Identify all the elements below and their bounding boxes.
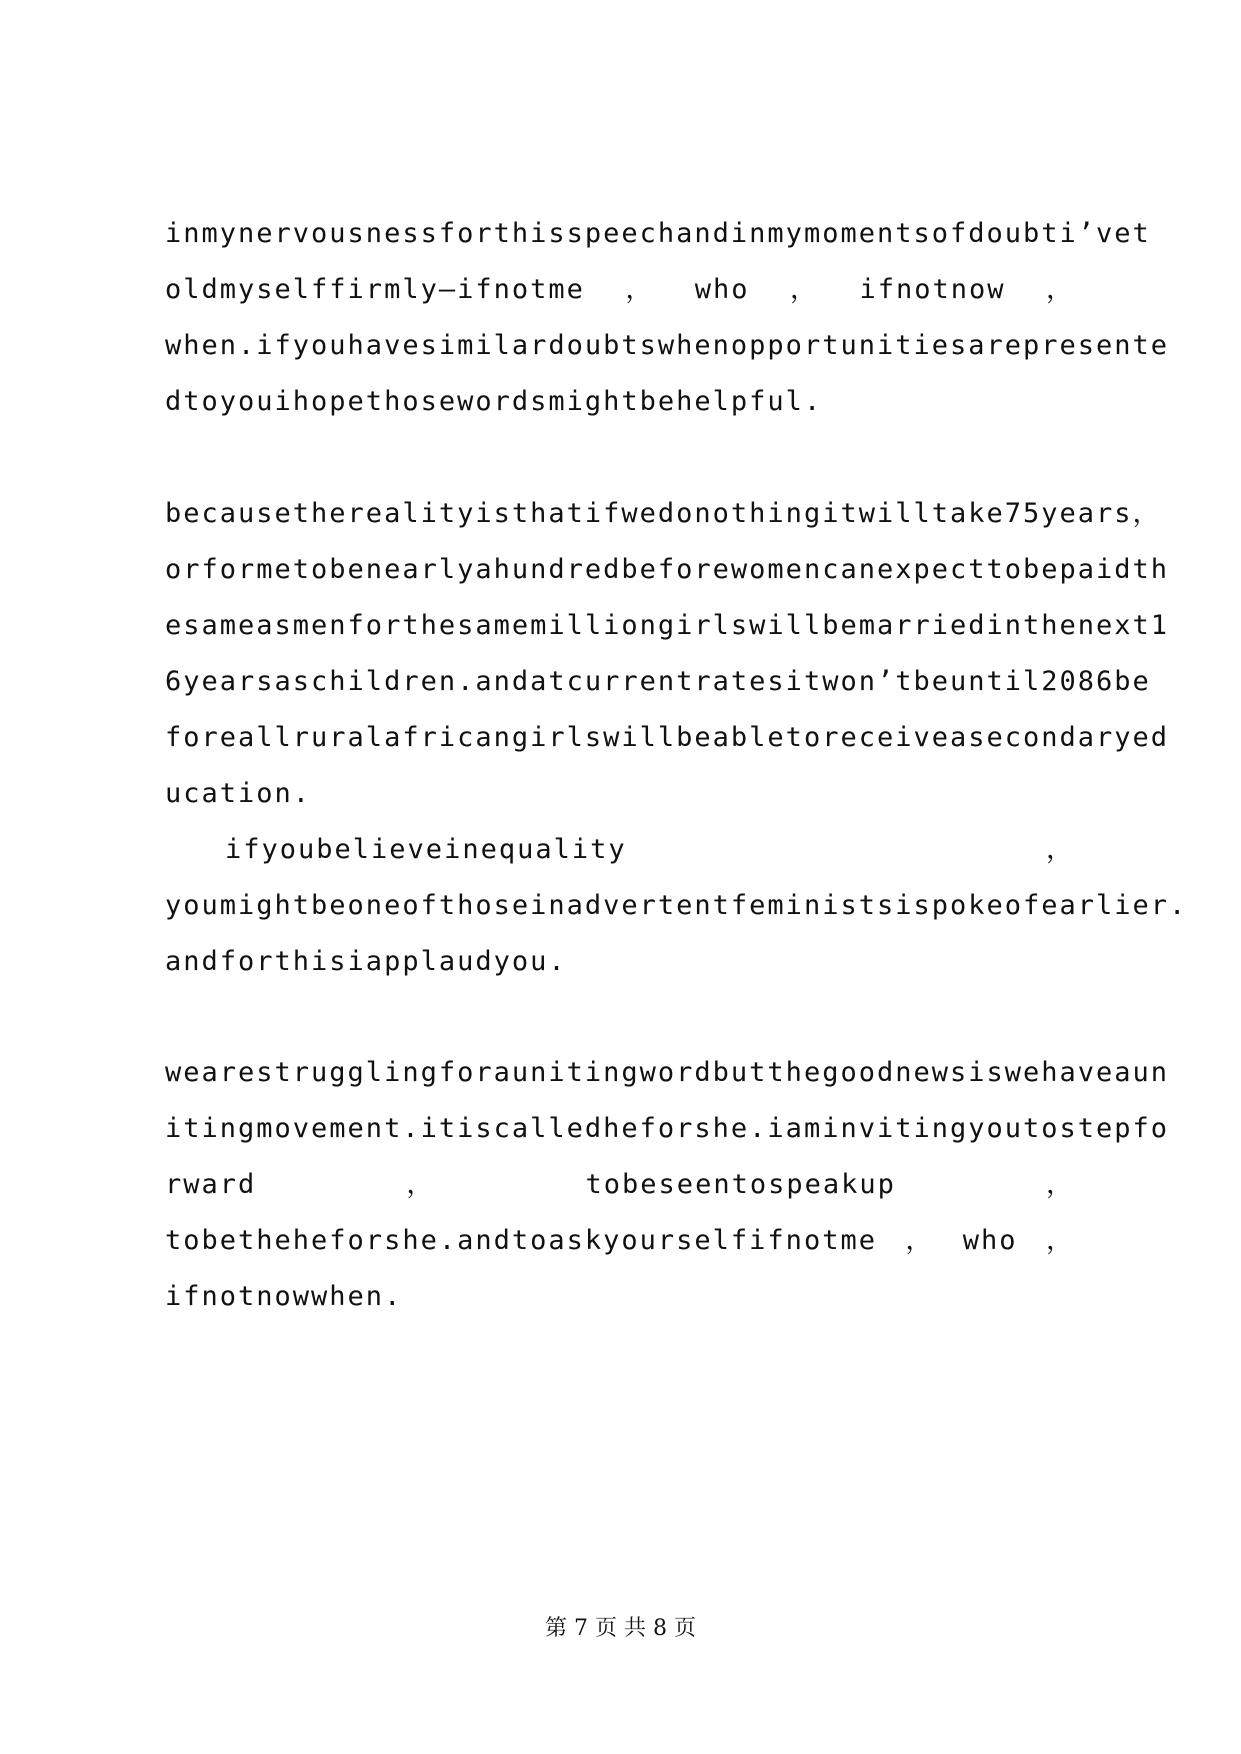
text-line: itingmovement.itiscalledheforshe.iaminvitingyoutostepfo <box>165 1113 1170 1144</box>
text-segment: ， <box>1046 1169 1075 1200</box>
text-segment: rward <box>165 1169 257 1200</box>
text-segment: ， <box>625 274 655 305</box>
text-line: becausetherealityisthatifwedonothingitwilltake75years， <box>165 498 1162 529</box>
text-segment: ， <box>1046 834 1075 865</box>
text-line <box>165 1221 1075 1261</box>
text-segment: who <box>962 1225 1018 1256</box>
text-segment: ifyoubelieveinequality <box>225 834 627 865</box>
text-line: ifnotnowwhen. <box>165 1281 403 1312</box>
text-line: youmightbeoneofthoseinadvertentfeministsispokeofearlier. <box>165 890 1188 921</box>
text-line: when.ifyouhavesimilardoubtswhenopportunitiesarepresente <box>165 330 1170 361</box>
text-line: orformetobenearlyahundredbeforewomencanexpecttobepaidth <box>165 554 1170 585</box>
text-segment: ， <box>406 1169 436 1200</box>
text-segment: oldmyselffirmly—ifnotme <box>165 274 585 305</box>
text-segment: ， <box>1045 274 1075 305</box>
text-line <box>165 1165 1075 1205</box>
text-segment: ifnotnow <box>859 274 1006 305</box>
text-line: andforthisiapplaudyou. <box>165 946 567 977</box>
text-segment: ， <box>905 1225 935 1256</box>
text-line <box>165 830 1075 870</box>
text-line: wearestrugglingforaunitingwordbutthegoodnewsiswehaveaun <box>165 1057 1170 1088</box>
text-line: foreallruralafricangirlswillbeabletoreceiveasecondaryed <box>165 722 1170 753</box>
text-segment: ， <box>1045 1225 1075 1256</box>
text-line: ucation. <box>165 778 312 809</box>
text-line: 6yearsaschildren.andatcurrentratesitwon’tbeuntil2086be <box>165 666 1151 697</box>
text-segment: who <box>694 274 750 305</box>
text-segment: tobeseentospeakup <box>585 1169 896 1200</box>
text-segment: ， <box>790 274 820 305</box>
page-footer: 第 7 页 共 8 页 <box>545 1616 696 1641</box>
text-line: inmynervousnessforthisspeechandinmymomentsofdoubti’vet <box>165 218 1151 249</box>
text-line <box>165 270 1075 310</box>
text-segment: tobetheheforshe.andtoaskyourselfifnotme <box>165 1225 877 1256</box>
text-line: esameasmenforthesamemilliongirlswillbemarriedinthenext1 <box>165 610 1170 641</box>
text-line: dtoyouihopethosewordsmightbehelpful. <box>165 386 823 417</box>
